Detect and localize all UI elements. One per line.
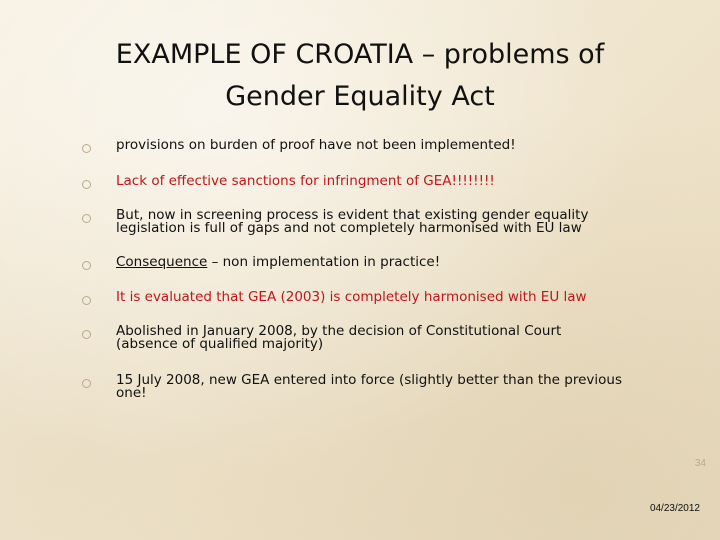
title-line-2: Gender Equality Act — [225, 81, 495, 112]
slide-date: 04/23/2012 — [649, 503, 700, 514]
title-line-1: EXAMPLE OF CROATIA – problems of — [115, 39, 605, 70]
circle-bullet-icon — [82, 180, 91, 189]
bullet-text: 15 July 2008, new GEA entered into force (slightly better than the previous one! — [116, 372, 622, 401]
bullet-text: Lack of effective sanctions for infringment of GEA!!!!!!!! — [116, 173, 495, 189]
consequence-label: Consequence — [116, 254, 208, 270]
page-number: 34 — [694, 458, 706, 469]
bullet-text: provisions on burden of proof have not been implemented! — [116, 137, 516, 153]
circle-bullet-icon — [82, 144, 91, 153]
bullet-text: It is evaluated that GEA (2003) is completely harmonised with EU law — [116, 289, 587, 305]
slide-title — [60, 34, 660, 118]
circle-bullet-icon — [82, 296, 91, 305]
bullet-text: Abolished in January 2008, by the decision of Constitutional Court (absence of qualified majority) — [116, 323, 562, 352]
circle-bullet-icon — [82, 261, 91, 270]
circle-bullet-icon — [82, 379, 91, 388]
circle-bullet-icon — [82, 330, 91, 339]
bullet-text — [116, 256, 626, 269]
bullet-text: But, now in screening process is evident that existing gender equality legislation is full of gaps and not completely harmonised with EU law — [116, 207, 589, 236]
circle-bullet-icon — [82, 214, 91, 223]
consequence-text: – non implementation in practice! — [207, 254, 441, 270]
